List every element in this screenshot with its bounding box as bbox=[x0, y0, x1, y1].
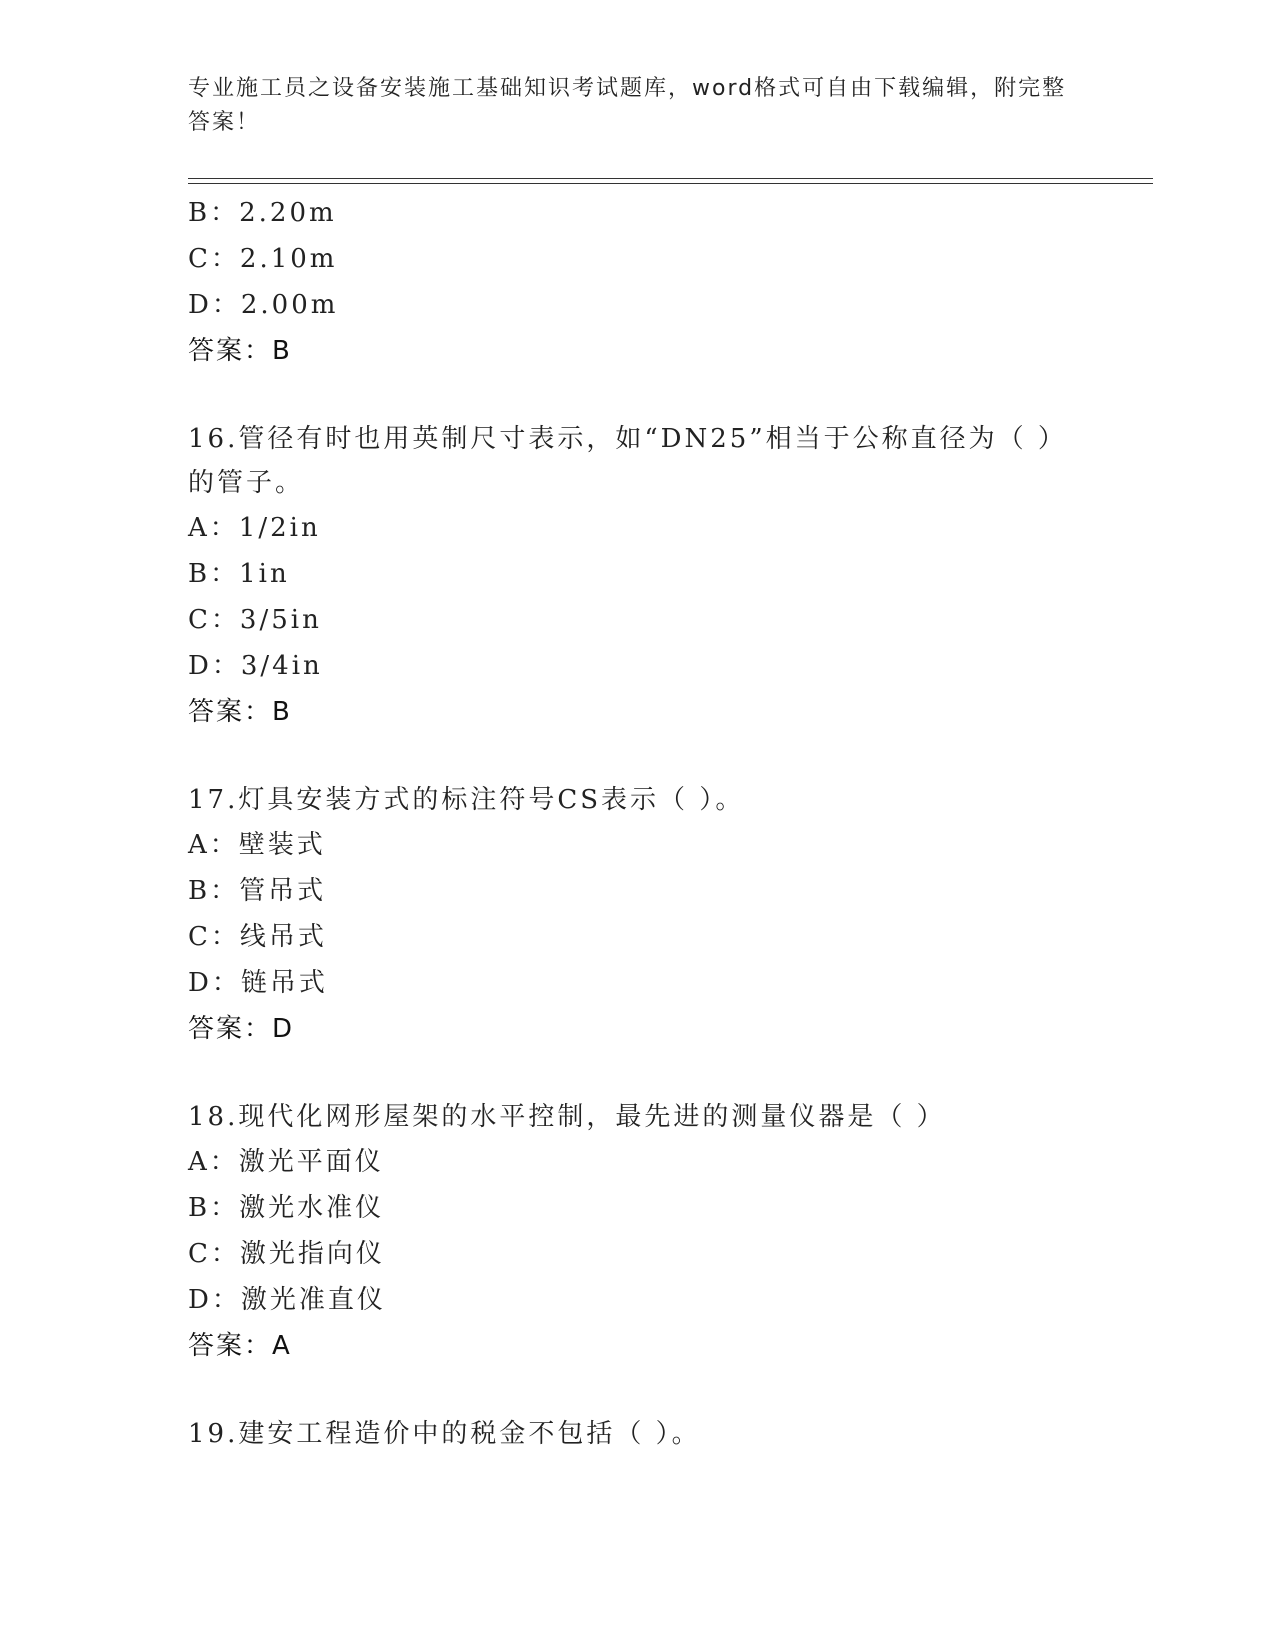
answer-line: 答案：D bbox=[188, 1014, 295, 1044]
option-text: 激光指向仪 bbox=[239, 1239, 385, 1269]
option-text: 线吊式 bbox=[239, 922, 327, 952]
option-text: 链吊式 bbox=[240, 968, 328, 998]
option-text: 1/2in bbox=[238, 513, 321, 543]
option-label: D： bbox=[188, 651, 241, 681]
option-text: 激光准直仪 bbox=[240, 1285, 386, 1315]
option-b bbox=[188, 868, 1128, 914]
header-divider-bottom bbox=[188, 183, 1153, 184]
option-text: 壁装式 bbox=[238, 830, 326, 860]
question-18 bbox=[188, 1095, 1128, 1369]
option-label: B： bbox=[188, 559, 240, 589]
option-c bbox=[188, 1231, 1128, 1277]
option-b bbox=[188, 190, 1128, 236]
option-a bbox=[188, 1139, 1128, 1185]
answer-line: 答案：B bbox=[188, 697, 292, 727]
option-label: A： bbox=[188, 1147, 239, 1177]
option-c bbox=[188, 914, 1128, 960]
option-d bbox=[188, 643, 1128, 689]
option-label: B： bbox=[188, 876, 240, 906]
option-text: 1in bbox=[239, 559, 290, 589]
option-c bbox=[188, 597, 1128, 643]
question-list bbox=[188, 190, 1128, 1456]
question-text: 16.管径有时也用英制尺寸表示，如“DN25”相当于公称直径为（ ）的管子。 bbox=[188, 424, 1067, 498]
option-d bbox=[188, 282, 1128, 328]
answer-line: 答案：B bbox=[188, 336, 292, 366]
option-text: 管吊式 bbox=[239, 876, 327, 906]
question-19 bbox=[188, 1412, 1128, 1456]
option-d bbox=[188, 1277, 1128, 1323]
question-17 bbox=[188, 778, 1128, 1052]
option-text: 激光平面仪 bbox=[238, 1147, 384, 1177]
option-text: 激光水准仪 bbox=[239, 1193, 385, 1223]
option-label: C： bbox=[188, 244, 240, 274]
option-a bbox=[188, 822, 1128, 868]
question-text: 17.灯具安装方式的标注符号CS表示（ ）。 bbox=[188, 785, 745, 815]
option-b bbox=[188, 1185, 1128, 1231]
option-text: 2.20m bbox=[239, 198, 337, 228]
option-label: A： bbox=[188, 513, 239, 543]
option-a bbox=[188, 505, 1128, 551]
option-text: 3/5in bbox=[239, 605, 322, 635]
option-label: A： bbox=[188, 830, 239, 860]
option-label: D： bbox=[188, 968, 241, 998]
option-c bbox=[188, 236, 1128, 282]
option-text: 3/4in bbox=[240, 651, 323, 681]
option-d bbox=[188, 960, 1128, 1006]
option-label: D： bbox=[188, 290, 241, 320]
answer-line: 答案：A bbox=[188, 1331, 292, 1361]
option-b bbox=[188, 551, 1128, 597]
option-label: B： bbox=[188, 1193, 240, 1223]
option-label: C： bbox=[188, 1239, 240, 1269]
option-text: 2.00m bbox=[240, 290, 339, 320]
header-divider-top bbox=[188, 178, 1153, 179]
option-label: C： bbox=[188, 605, 240, 635]
question-fragment bbox=[188, 190, 1128, 374]
question-16 bbox=[188, 417, 1128, 735]
option-label: D： bbox=[188, 1285, 241, 1315]
option-label: B： bbox=[188, 198, 240, 228]
question-text: 18.现代化网形屋架的水平控制，最先进的测量仪器是（ ） bbox=[188, 1102, 946, 1132]
option-label: C： bbox=[188, 922, 240, 952]
option-text: 2.10m bbox=[239, 244, 338, 274]
question-text: 19.建安工程造价中的税金不包括（ ）。 bbox=[188, 1419, 701, 1449]
document-header: 专业施工员之设备安装施工基础知识考试题库，word格式可自由下载编辑，附完整答案！ bbox=[188, 76, 1067, 135]
